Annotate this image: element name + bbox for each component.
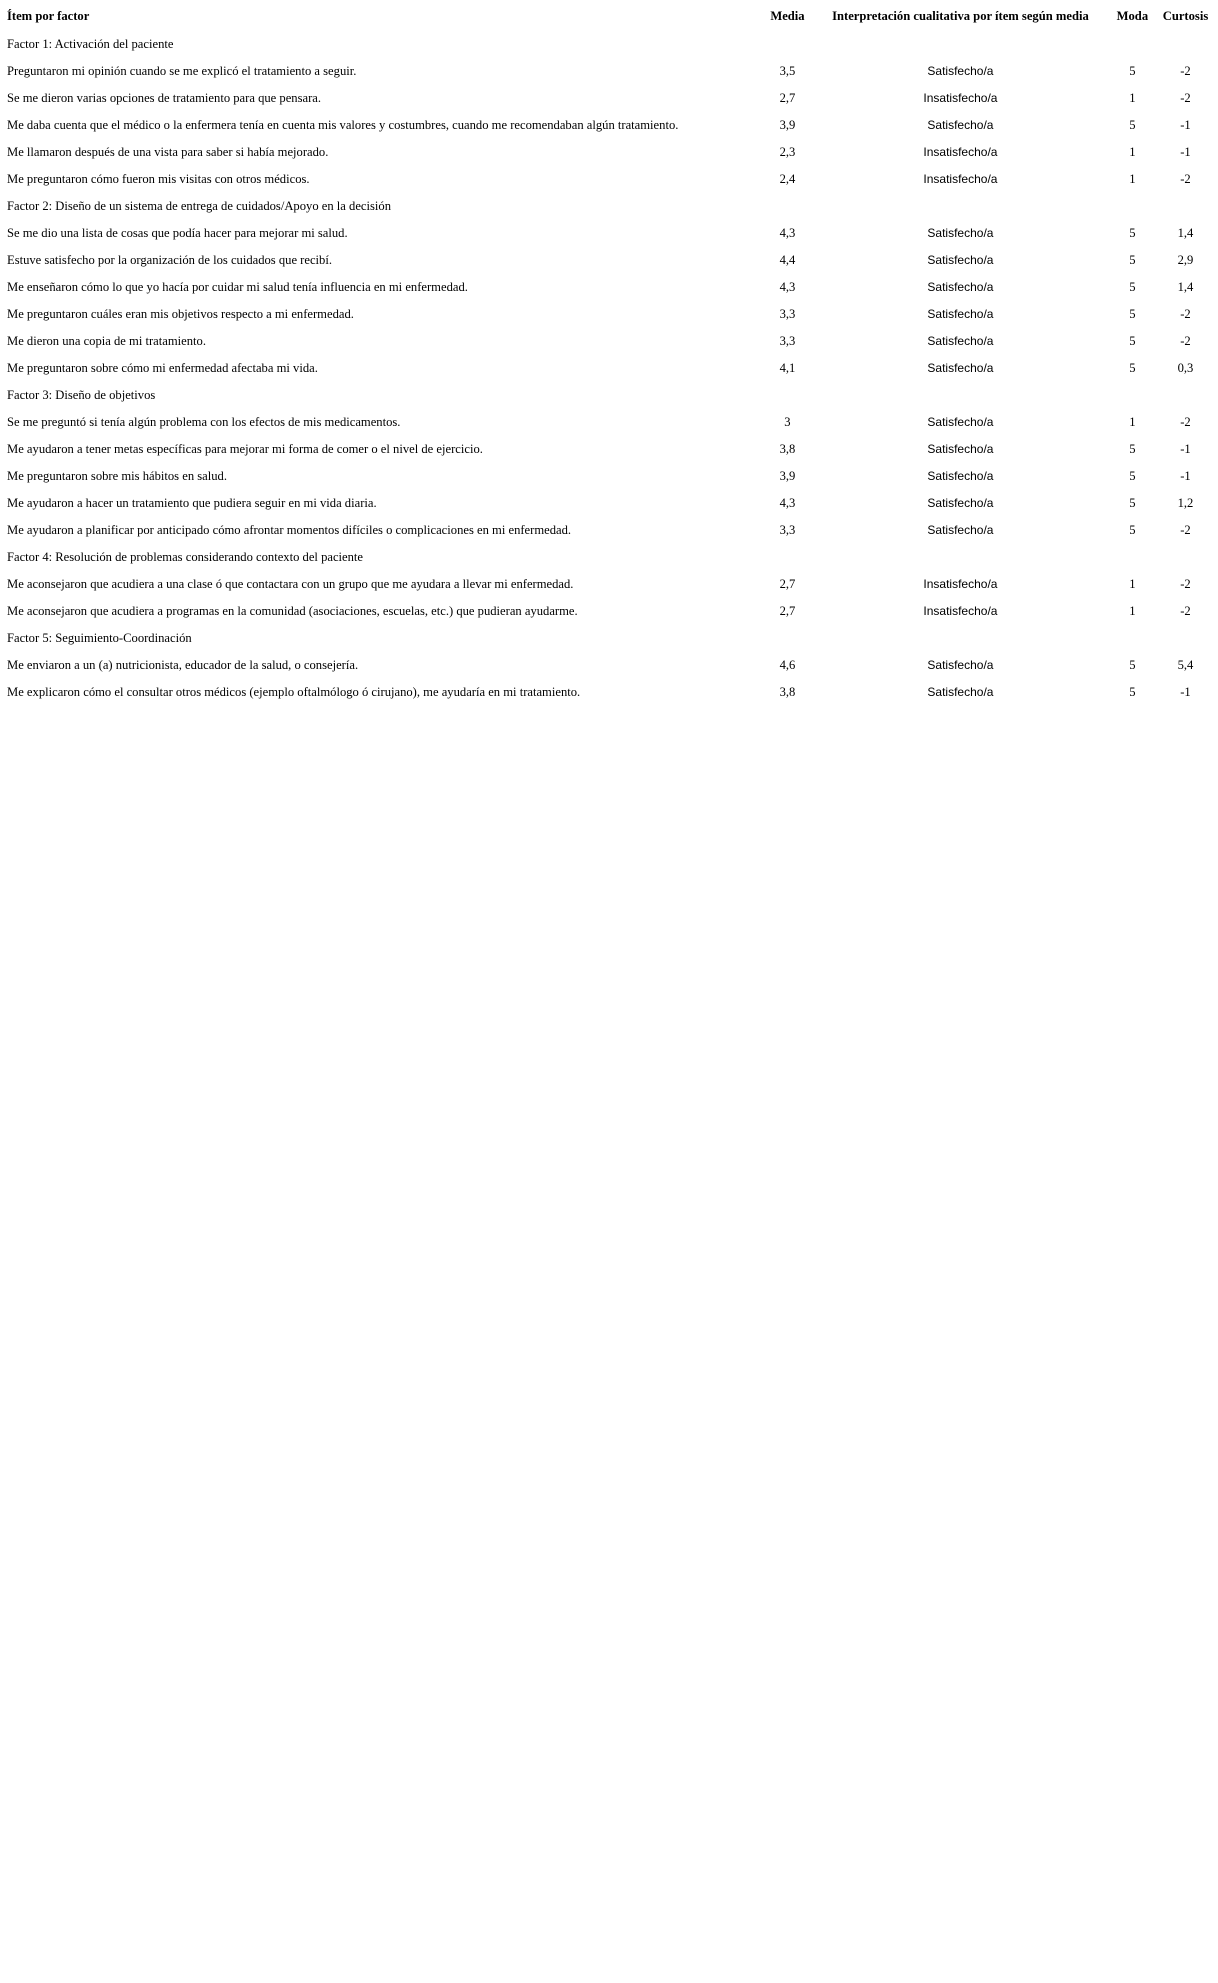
interpretacion-cell: Satisfecho/a bbox=[927, 226, 994, 240]
curtosis-cell: 5,4 bbox=[1177, 658, 1194, 672]
item-cell: Me enseñaron cómo lo que yo hacía por cuidar mi salud tenía influencia en mi enfermedad. bbox=[7, 280, 468, 294]
table-row bbox=[7, 679, 1218, 706]
curtosis-cell: -2 bbox=[1180, 334, 1191, 348]
results-table bbox=[7, 4, 1218, 706]
interpretacion-cell: Satisfecho/a bbox=[927, 442, 994, 456]
item-cell: Me preguntaron cuáles eran mis objetivos respecto a mi enfermedad. bbox=[7, 307, 354, 321]
table-row bbox=[7, 274, 1218, 301]
item-cell: Me llamaron después de una vista para saber si había mejorado. bbox=[7, 145, 329, 159]
header-moda: Moda bbox=[1116, 9, 1149, 23]
media-cell: 2,3 bbox=[779, 145, 796, 159]
table-row bbox=[7, 571, 1218, 598]
item-cell: Se me dio una lista de cosas que podía hacer para mejorar mi salud. bbox=[7, 226, 348, 240]
table-row bbox=[7, 490, 1218, 517]
table-row bbox=[7, 598, 1218, 625]
moda-cell: 5 bbox=[1129, 280, 1136, 294]
interpretacion-cell: Satisfecho/a bbox=[927, 685, 994, 699]
interpretacion-cell: Insatisfecho/a bbox=[923, 604, 998, 618]
media-cell: 3,8 bbox=[779, 685, 796, 699]
moda-cell: 1 bbox=[1129, 577, 1136, 591]
table-row bbox=[7, 301, 1218, 328]
moda-cell: 5 bbox=[1129, 469, 1136, 483]
table-row bbox=[7, 247, 1218, 274]
factor-label: Factor 1: Activación del paciente bbox=[7, 37, 174, 51]
moda-cell: 5 bbox=[1129, 361, 1136, 375]
media-cell: 4,6 bbox=[779, 658, 796, 672]
moda-cell: 1 bbox=[1129, 172, 1136, 186]
table-row bbox=[7, 85, 1218, 112]
curtosis-cell: -1 bbox=[1180, 685, 1191, 699]
interpretacion-cell: Satisfecho/a bbox=[927, 334, 994, 348]
curtosis-cell: 1,4 bbox=[1177, 280, 1194, 294]
interpretacion-cell: Satisfecho/a bbox=[927, 469, 994, 483]
table-row bbox=[7, 112, 1218, 139]
curtosis-cell: -1 bbox=[1180, 118, 1191, 132]
item-cell: Me aconsejaron que acudiera a una clase ó que contactara con un grupo que me ayudara a llevar mi enfermedad. bbox=[7, 577, 574, 591]
table-row bbox=[7, 58, 1218, 85]
header-item: Ítem por factor bbox=[7, 9, 90, 23]
interpretacion-cell: Satisfecho/a bbox=[927, 658, 994, 672]
header-curtosis: Curtosis bbox=[1162, 9, 1209, 23]
curtosis-cell: 1,2 bbox=[1177, 496, 1194, 510]
item-cell: Me preguntaron sobre cómo mi enfermedad afectaba mi vida. bbox=[7, 361, 318, 375]
factor-row bbox=[7, 544, 1218, 571]
media-cell: 3 bbox=[784, 415, 791, 429]
curtosis-cell: -2 bbox=[1180, 172, 1191, 186]
table-row bbox=[7, 517, 1218, 544]
interpretacion-cell: Insatisfecho/a bbox=[923, 91, 998, 105]
curtosis-cell: -2 bbox=[1180, 91, 1191, 105]
moda-cell: 5 bbox=[1129, 496, 1136, 510]
factor-row bbox=[7, 382, 1218, 409]
item-cell: Me aconsejaron que acudiera a programas en la comunidad (asociaciones, escuelas, etc.) que pudieran ayudarme. bbox=[7, 604, 578, 618]
table-row bbox=[7, 652, 1218, 679]
item-cell: Me explicaron cómo el consultar otros médicos (ejemplo oftalmólogo ó cirujano), me ayudaría en mi tratamiento. bbox=[7, 685, 581, 699]
media-cell: 2,7 bbox=[779, 91, 796, 105]
factor-label: Factor 4: Resolución de problemas considerando contexto del paciente bbox=[7, 550, 364, 564]
table-row bbox=[7, 463, 1218, 490]
curtosis-cell: 0,3 bbox=[1177, 361, 1194, 375]
item-cell: Me dieron una copia de mi tratamiento. bbox=[7, 334, 206, 348]
curtosis-cell: -1 bbox=[1180, 469, 1191, 483]
media-cell: 3,9 bbox=[779, 469, 796, 483]
item-cell: Me enviaron a un (a) nutricionista, educador de la salud, o consejería. bbox=[7, 658, 359, 672]
factor-label: Factor 2: Diseño de un sistema de entrega de cuidados/Apoyo en la decisión bbox=[7, 199, 392, 213]
moda-cell: 5 bbox=[1129, 118, 1136, 132]
interpretacion-cell: Satisfecho/a bbox=[927, 118, 994, 132]
media-cell: 3,5 bbox=[779, 64, 796, 78]
factor-label: Factor 5: Seguimiento-Coordinación bbox=[7, 631, 192, 645]
curtosis-cell: -2 bbox=[1180, 307, 1191, 321]
curtosis-cell: -1 bbox=[1180, 442, 1191, 456]
item-cell: Estuve satisfecho por la organización de los cuidados que recibí. bbox=[7, 253, 333, 267]
table-row bbox=[7, 409, 1218, 436]
curtosis-cell: 1,4 bbox=[1177, 226, 1194, 240]
moda-cell: 1 bbox=[1129, 604, 1136, 618]
curtosis-cell: -1 bbox=[1180, 145, 1191, 159]
interpretacion-cell: Satisfecho/a bbox=[927, 496, 994, 510]
interpretacion-cell: Satisfecho/a bbox=[927, 307, 994, 321]
header-interpretacion: Interpretación cualitativa por ítem según media bbox=[832, 9, 1089, 23]
item-cell: Me preguntaron cómo fueron mis visitas con otros médicos. bbox=[7, 172, 310, 186]
interpretacion-cell: Insatisfecho/a bbox=[923, 577, 998, 591]
interpretacion-cell: Satisfecho/a bbox=[927, 415, 994, 429]
media-cell: 3,3 bbox=[779, 307, 796, 321]
media-cell: 2,7 bbox=[779, 577, 796, 591]
media-cell: 4,3 bbox=[779, 280, 796, 294]
moda-cell: 5 bbox=[1129, 442, 1136, 456]
moda-cell: 5 bbox=[1129, 658, 1136, 672]
table-row bbox=[7, 355, 1218, 382]
header-media: Media bbox=[770, 9, 805, 23]
curtosis-cell: -2 bbox=[1180, 604, 1191, 618]
moda-cell: 5 bbox=[1129, 685, 1136, 699]
moda-cell: 1 bbox=[1129, 145, 1136, 159]
media-cell: 4,3 bbox=[779, 496, 796, 510]
interpretacion-cell: Insatisfecho/a bbox=[923, 145, 998, 159]
factor-row bbox=[7, 31, 1218, 58]
media-cell: 3,3 bbox=[779, 334, 796, 348]
curtosis-cell: 2,9 bbox=[1177, 253, 1194, 267]
moda-cell: 5 bbox=[1129, 307, 1136, 321]
moda-cell: 5 bbox=[1129, 523, 1136, 537]
factor-row bbox=[7, 625, 1218, 652]
factor-label: Factor 3: Diseño de objetivos bbox=[7, 388, 156, 402]
item-cell: Me preguntaron sobre mis hábitos en salud. bbox=[7, 469, 227, 483]
media-cell: 3,8 bbox=[779, 442, 796, 456]
table-row bbox=[7, 166, 1218, 193]
item-cell: Me ayudaron a tener metas específicas para mejorar mi forma de comer o el nivel de ejercicio. bbox=[7, 442, 483, 456]
curtosis-cell: -2 bbox=[1180, 64, 1191, 78]
item-cell: Me ayudaron a planificar por anticipado cómo afrontar momentos difíciles o complicaciones en mi enfermedad. bbox=[7, 523, 572, 537]
interpretacion-cell: Satisfecho/a bbox=[927, 280, 994, 294]
table-row bbox=[7, 328, 1218, 355]
media-cell: 3,3 bbox=[779, 523, 796, 537]
item-cell: Se me preguntó si tenía algún problema con los efectos de mis medicamentos. bbox=[7, 415, 401, 429]
interpretacion-cell: Satisfecho/a bbox=[927, 361, 994, 375]
item-cell: Me ayudaron a hacer un tratamiento que pudiera seguir en mi vida diaria. bbox=[7, 496, 377, 510]
media-cell: 3,9 bbox=[779, 118, 796, 132]
item-cell: Se me dieron varias opciones de tratamiento para que pensara. bbox=[7, 91, 322, 105]
media-cell: 4,1 bbox=[779, 361, 796, 375]
curtosis-cell: -2 bbox=[1180, 523, 1191, 537]
moda-cell: 1 bbox=[1129, 415, 1136, 429]
moda-cell: 5 bbox=[1129, 334, 1136, 348]
moda-cell: 5 bbox=[1129, 226, 1136, 240]
item-cell: Preguntaron mi opinión cuando se me explicó el tratamiento a seguir. bbox=[7, 64, 357, 78]
table-row bbox=[7, 436, 1218, 463]
table-row bbox=[7, 220, 1218, 247]
moda-cell: 1 bbox=[1129, 91, 1136, 105]
interpretacion-cell: Satisfecho/a bbox=[927, 523, 994, 537]
media-cell: 2,7 bbox=[779, 604, 796, 618]
curtosis-cell: -2 bbox=[1180, 415, 1191, 429]
media-cell: 4,3 bbox=[779, 226, 796, 240]
moda-cell: 5 bbox=[1129, 64, 1136, 78]
media-cell: 4,4 bbox=[779, 253, 796, 267]
curtosis-cell: -2 bbox=[1180, 577, 1191, 591]
table-header-row bbox=[7, 4, 1218, 31]
moda-cell: 5 bbox=[1129, 253, 1136, 267]
interpretacion-cell: Satisfecho/a bbox=[927, 253, 994, 267]
interpretacion-cell: Satisfecho/a bbox=[927, 64, 994, 78]
factor-row bbox=[7, 193, 1218, 220]
interpretacion-cell: Insatisfecho/a bbox=[923, 172, 998, 186]
table-row bbox=[7, 139, 1218, 166]
item-cell: Me daba cuenta que el médico o la enfermera tenía en cuenta mis valores y costumbres, cuando me recomendaban algún tratamiento. bbox=[7, 118, 679, 132]
media-cell: 2,4 bbox=[779, 172, 796, 186]
table-body bbox=[7, 31, 1218, 706]
